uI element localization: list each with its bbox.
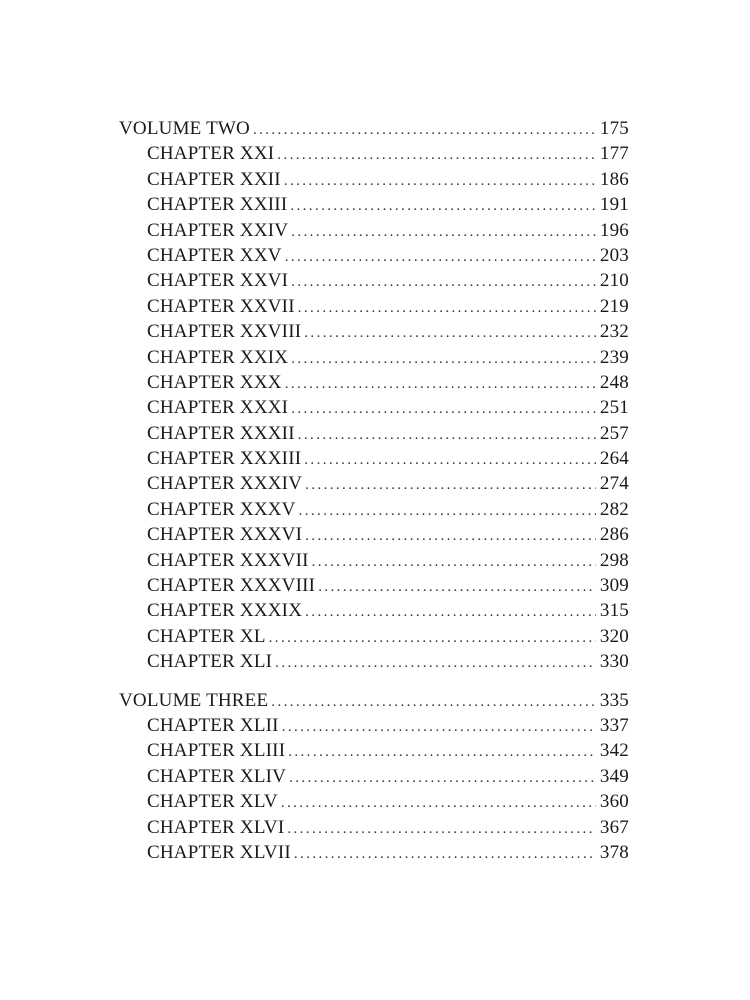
toc-entry-page: 210 bbox=[599, 270, 629, 292]
volume-two-chapter-list bbox=[119, 141, 629, 674]
toc-entry-chapter[interactable] bbox=[119, 840, 629, 865]
dot-leader bbox=[275, 651, 596, 676]
toc-entry-volume-two[interactable] bbox=[119, 116, 629, 141]
dot-leader bbox=[282, 715, 596, 740]
toc-entry-chapter[interactable] bbox=[119, 395, 629, 420]
toc-entry-label: CHAPTER XXXIV bbox=[147, 473, 303, 495]
toc-entry-label: CHAPTER XXX bbox=[147, 371, 282, 393]
toc-entry-page: 309 bbox=[599, 575, 629, 597]
dot-leader bbox=[291, 347, 596, 372]
toc-entry-chapter[interactable] bbox=[119, 370, 629, 395]
toc-entry-label: CHAPTER XXIII bbox=[147, 194, 288, 216]
toc-entry-chapter[interactable] bbox=[119, 738, 629, 763]
toc-entry-label: CHAPTER XXXV bbox=[147, 498, 296, 520]
toc-entry-chapter[interactable] bbox=[119, 167, 629, 192]
toc-entry-chapter[interactable] bbox=[119, 598, 629, 623]
toc-entry-page: 196 bbox=[599, 219, 629, 241]
toc-entry-chapter[interactable] bbox=[119, 192, 629, 217]
dot-leader bbox=[277, 143, 596, 168]
toc-entry-label: CHAPTER XXIV bbox=[147, 219, 289, 241]
toc-entry-label: CHAPTER XXXI bbox=[147, 397, 289, 419]
dot-leader bbox=[285, 245, 596, 270]
toc-entry-chapter[interactable] bbox=[119, 471, 629, 496]
toc-entry-label: CHAPTER XLIII bbox=[147, 740, 286, 762]
toc-entry-page: 251 bbox=[599, 397, 629, 419]
dot-leader bbox=[305, 473, 596, 498]
toc-entry-label: CHAPTER XLII bbox=[147, 714, 279, 736]
dot-leader bbox=[291, 220, 596, 245]
toc-entry-chapter[interactable] bbox=[119, 446, 629, 471]
toc-entry-page: 274 bbox=[599, 473, 629, 495]
toc-entry-chapter[interactable] bbox=[119, 573, 629, 598]
toc-entry-page: 349 bbox=[599, 765, 629, 787]
toc-entry-label: CHAPTER XXXVIII bbox=[147, 575, 316, 597]
dot-leader bbox=[285, 372, 596, 397]
toc-entry-chapter[interactable] bbox=[119, 624, 629, 649]
toc-entry-chapter[interactable] bbox=[119, 243, 629, 268]
toc-entry-chapter[interactable] bbox=[119, 548, 629, 573]
dot-leader bbox=[287, 817, 596, 842]
dot-leader bbox=[291, 397, 596, 422]
table-of-contents bbox=[119, 116, 629, 865]
toc-entry-label: CHAPTER XLV bbox=[147, 791, 278, 813]
toc-entry-page: 232 bbox=[599, 321, 629, 343]
dot-leader bbox=[291, 270, 596, 295]
toc-entry-chapter[interactable] bbox=[119, 294, 629, 319]
dot-leader bbox=[304, 321, 596, 346]
dot-leader bbox=[304, 448, 596, 473]
volume-three-chapter-list bbox=[119, 713, 629, 865]
dot-leader bbox=[298, 423, 596, 448]
toc-entry-page: 186 bbox=[599, 168, 629, 190]
toc-entry-page: 203 bbox=[599, 244, 629, 266]
toc-entry-chapter[interactable] bbox=[119, 421, 629, 446]
toc-entry-label: CHAPTER XXV bbox=[147, 244, 282, 266]
dot-leader bbox=[305, 524, 596, 549]
toc-entry-chapter[interactable] bbox=[119, 649, 629, 674]
toc-entry-page: 239 bbox=[599, 346, 629, 368]
toc-entry-page: 378 bbox=[599, 841, 629, 863]
dot-leader bbox=[284, 169, 596, 194]
toc-entry-chapter[interactable] bbox=[119, 268, 629, 293]
toc-entry-label: CHAPTER XLI bbox=[147, 651, 273, 673]
toc-entry-label: CHAPTER XXXIX bbox=[147, 600, 303, 622]
dot-leader bbox=[290, 194, 596, 219]
toc-entry-label: CHAPTER XLVI bbox=[147, 816, 285, 838]
toc-entry-volume-three[interactable] bbox=[119, 688, 629, 713]
toc-entry-page: 219 bbox=[599, 295, 629, 317]
toc-entry-label: CHAPTER XL bbox=[147, 625, 266, 647]
toc-entry-page: 191 bbox=[599, 194, 629, 216]
toc-entry-label: VOLUME THREE bbox=[119, 689, 269, 711]
toc-entry-chapter[interactable] bbox=[119, 218, 629, 243]
toc-entry-page: 337 bbox=[599, 714, 629, 736]
toc-entry-label: CHAPTER XXXVII bbox=[147, 549, 309, 571]
dot-leader bbox=[318, 575, 596, 600]
toc-entry-page: 177 bbox=[599, 143, 629, 165]
dot-leader bbox=[298, 296, 596, 321]
toc-entry-label: CHAPTER XXXIII bbox=[147, 448, 302, 470]
toc-entry-label: CHAPTER XXII bbox=[147, 168, 281, 190]
toc-entry-chapter[interactable] bbox=[119, 713, 629, 738]
toc-entry-label: CHAPTER XXIX bbox=[147, 346, 289, 368]
toc-entry-label: CHAPTER XXVI bbox=[147, 270, 289, 292]
toc-entry-chapter[interactable] bbox=[119, 319, 629, 344]
toc-entry-chapter[interactable] bbox=[119, 522, 629, 547]
toc-entry-label: CHAPTER XXVIII bbox=[147, 321, 302, 343]
toc-entry-page: 320 bbox=[599, 625, 629, 647]
toc-entry-page: 360 bbox=[599, 791, 629, 813]
toc-entry-page: 282 bbox=[599, 498, 629, 520]
dot-leader bbox=[289, 766, 596, 791]
toc-entry-chapter[interactable] bbox=[119, 815, 629, 840]
dot-leader bbox=[294, 842, 596, 867]
dot-leader bbox=[312, 550, 596, 575]
toc-entry-label: CHAPTER XXI bbox=[147, 143, 275, 165]
dot-leader bbox=[269, 626, 596, 651]
toc-entry-page: 175 bbox=[599, 118, 629, 139]
dot-leader bbox=[281, 791, 596, 816]
toc-entry-page: 248 bbox=[599, 371, 629, 393]
toc-entry-page: 286 bbox=[599, 524, 629, 546]
toc-entry-page: 342 bbox=[599, 740, 629, 762]
toc-entry-label: CHAPTER XXXII bbox=[147, 422, 295, 444]
toc-entry-page: 335 bbox=[599, 689, 629, 711]
toc-entry-page: 264 bbox=[599, 448, 629, 470]
toc-entry-label: CHAPTER XXXVI bbox=[147, 524, 303, 546]
toc-entry-page: 315 bbox=[599, 600, 629, 622]
toc-entry-chapter[interactable] bbox=[119, 141, 629, 166]
toc-entry-chapter[interactable] bbox=[119, 497, 629, 522]
dot-leader bbox=[305, 600, 596, 625]
toc-entry-label: CHAPTER XXVII bbox=[147, 295, 295, 317]
toc-entry-chapter[interactable] bbox=[119, 789, 629, 814]
toc-entry-page: 367 bbox=[599, 816, 629, 838]
toc-entry-page: 257 bbox=[599, 422, 629, 444]
toc-entry-page: 330 bbox=[599, 651, 629, 673]
toc-entry-chapter[interactable] bbox=[119, 764, 629, 789]
toc-entry-label: VOLUME TWO bbox=[119, 118, 250, 139]
toc-entry-label: CHAPTER XLIV bbox=[147, 765, 287, 787]
dot-leader bbox=[299, 499, 596, 524]
toc-entry-chapter[interactable] bbox=[119, 345, 629, 370]
dot-leader bbox=[271, 690, 596, 715]
toc-entry-label: CHAPTER XLVII bbox=[147, 841, 291, 863]
toc-entry-page: 298 bbox=[599, 549, 629, 571]
dot-leader bbox=[288, 740, 596, 765]
dot-leader bbox=[253, 118, 596, 143]
